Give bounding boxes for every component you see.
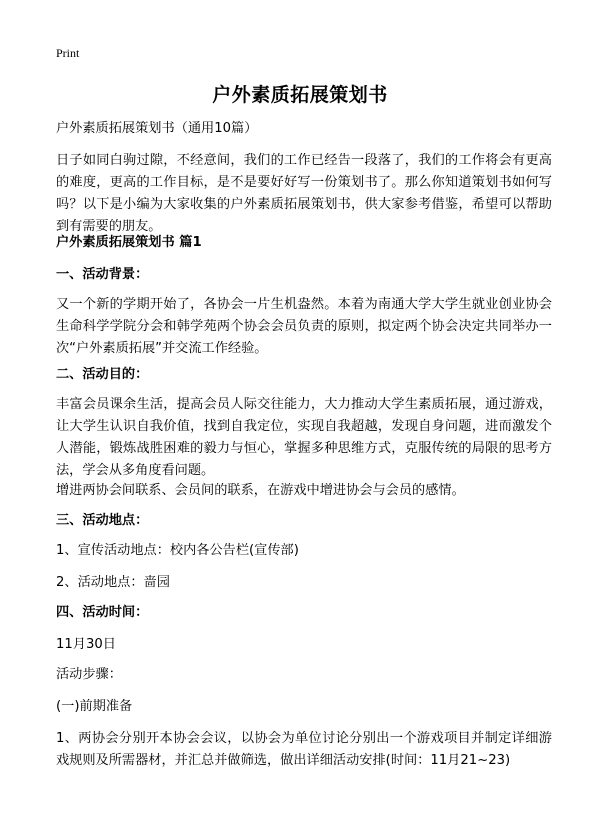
paragraph-purpose: 丰富会员课余生活，提高会员人际交往能力，大力推动大学生素质拓展，通过游戏，让大学生认识自我价值，找到自我定位，实现自我超越，发现自身问题，进而激发个人潜能，锻炼战胜困难的毅力与恒心，掌握多种思维方式，克服传统的局限的思考方法，学会从多角度看问题。 bbox=[56, 397, 552, 478]
paragraph-date: 11月30日 bbox=[56, 637, 116, 652]
paragraph-purpose-2: 增进两协会间联系、会员间的联系，在游戏中增进协会与会员的感情。 bbox=[56, 483, 465, 498]
heading-purpose: 二、活动目的： bbox=[56, 367, 149, 382]
paragraph-steps: 活动步骤： bbox=[56, 667, 122, 682]
paragraph-location-2: 2、活动地点：啬园 bbox=[56, 575, 170, 590]
print-label: Print bbox=[56, 46, 80, 60]
paragraph-location-1: 1、宣传活动地点：校内各公告栏(宣传部) bbox=[56, 543, 299, 558]
intro-paragraph: 日子如同白驹过隙，不经意间，我们的工作已经告一段落了，我们的工作将会有更高的难度，更高的工作目标，是不是要好好写一份策划书了。那么你知道策划书如何写吗？以下是小编为大家收集的户外素质拓展策划书，供大家参考借鉴，希望可以帮助到有需要的朋友。 bbox=[56, 153, 552, 234]
heading-time: 四、活动时间： bbox=[56, 605, 149, 620]
document-title: 户外素质拓展策划书 bbox=[212, 84, 388, 106]
heading-background: 一、活动背景： bbox=[56, 267, 149, 282]
section-title: 户外素质拓展策划书 篇1 bbox=[56, 235, 202, 250]
document-subtitle: 户外素质拓展策划书（通用10篇） bbox=[56, 121, 258, 136]
paragraph-prep-1: 1、两协会分别开本协会会议，以协会为单位讨论分别出一个游戏项目并制定详细游戏规则及所需器材，并汇总并做筛选，做出详细活动安排(时间：11月21~23) bbox=[56, 731, 552, 768]
paragraph-prep: (一)前期准备 bbox=[56, 699, 133, 714]
paragraph-background: 又一个新的学期开始了，各协会一片生机盎然。本着为南通大学大学生就业创业协会生命科学学院分会和韩学苑两个协会会员负责的原则，拟定两个协会决定共同举办一次“户外素质拓展”并交流工作经验。 bbox=[56, 297, 552, 356]
heading-location: 三、活动地点： bbox=[56, 513, 149, 528]
